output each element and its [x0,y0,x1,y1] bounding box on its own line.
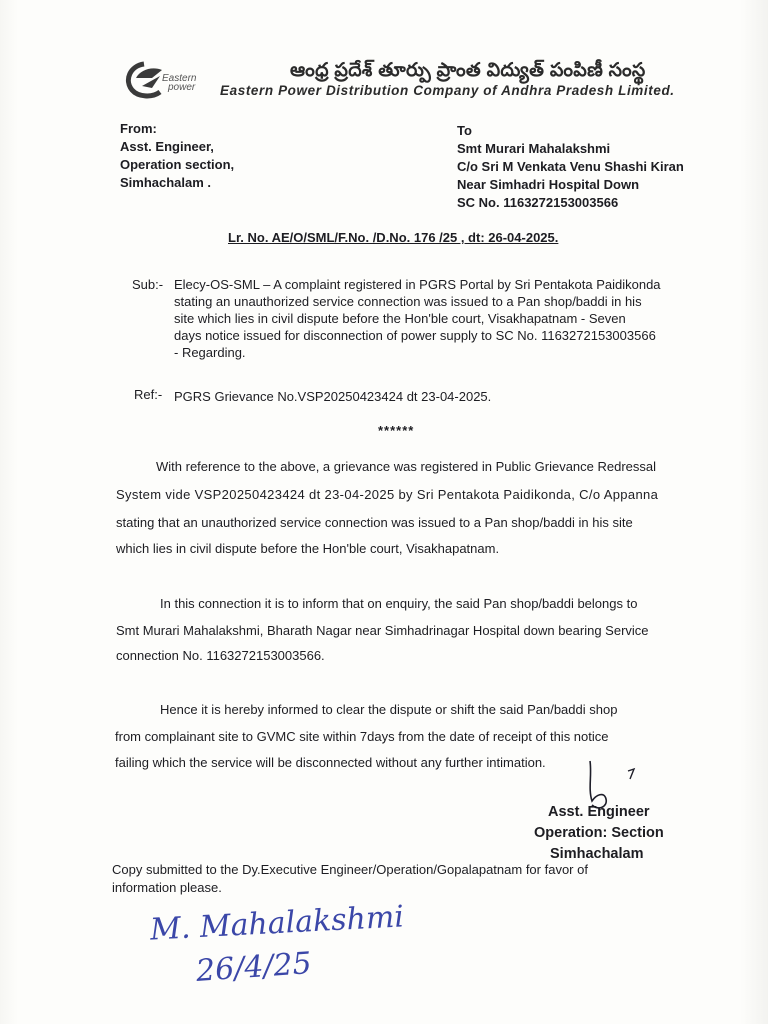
signature-location: Simhachalam [550,846,644,862]
signature-department: Operation: Section [534,825,664,841]
handwritten-name: M. Mahalakshmi [149,899,405,948]
para3-line-2: from complainant site to GVMC site within 7days from the date of receipt of this notice [115,729,609,744]
to-label: To [457,123,472,138]
separator-stars: ****** [378,423,415,438]
from-line-3: Simhachalam . [120,175,212,190]
subject-line-3: site which lies in civil dispute before the Hon'ble court, Visakhapatnam - Seven [174,311,626,326]
para2-line-3: connection No. 1163272153003566. [116,648,325,663]
subject-text [174,276,714,361]
subject-line-1: Elecy-OS-SML – A complaint registered in PGRS Portal by Sri Pentakota Paidikonda [174,277,661,292]
subject-line-2: stating an unauthorized service connection was issued to a Pan shop/baddi in his [174,294,642,309]
to-line-2: C/o Sri M Venkata Venu Shashi Kiran [457,159,684,174]
subject-line-4: days notice issued for disconnection of power supply to SC No. 1163272153003566 [174,328,656,343]
para3-line-1: Hence it is hereby informed to clear the dispute or shift the said Pan/baddi shop [160,702,618,717]
handwritten-date: 26/4/25 [194,946,313,989]
letter-reference-number: Lr. No. AE/O/SML/F.No. /D.No. 176 /25 , dt: 26-04-2025. [228,230,559,245]
to-line-3: Near Simhadri Hospital Down [457,177,640,192]
from-label: From: [120,121,157,136]
telugu-company-name: ఆంధ్ర ప్రదేశ్ తూర్పు ప్రాంత విద్యుత్ పంపిణీ సంస్థ [290,60,646,81]
para2-line-1: In this connection it is to inform that on enquiry, the said Pan shop/baddi belongs to [160,596,638,611]
from-line-2: Operation section, [120,157,235,172]
subject-line-5: - Regarding. [174,345,246,360]
to-line-4: SC No. 1163272153003566 [457,195,619,210]
from-line-1: Asst. Engineer, [120,139,214,154]
reference-label: Ref:- [134,387,163,402]
para1-line-2: System vide VSP20250423424 dt 23-04-2025 by Sri Pentakota Paidikonda, C/o Appanna [116,487,659,502]
para1-line-3: stating that an unauthorized service connection was issued to a Pan shop/baddi in his site [116,515,633,530]
subject-label: Sub:- [132,277,164,292]
copy-line-2: information please. [112,880,222,895]
company-name: Eastern Power Distribution Company of Andhra Pradesh Limited. [220,83,675,98]
para1-line-1: With reference to the above, a grievance was registered in Public Grievance Redressal [156,459,657,474]
logo-wordmark: Eastern power [162,73,197,93]
reference-text: PGRS Grievance No.VSP20250423424 dt 23-04-2025. [174,389,492,404]
para1-line-4: which lies in civil dispute before the Hon'ble court, Visakhapatnam. [116,541,500,556]
para2-line-2: Smt Murari Mahalakshmi, Bharath Nagar near Simhadrinagar Hospital down bearing Service [116,623,649,638]
copy-line-1: Copy submitted to the Dy.Executive Engineer/Operation/Gopalapatnam for favor of [112,862,588,877]
to-line-1: Smt Murari Mahalakshmi [457,141,611,156]
para3-line-3: failing which the service will be disconnected without any further intimation. [115,755,546,770]
signature-title: Asst. Engineer [548,804,650,820]
